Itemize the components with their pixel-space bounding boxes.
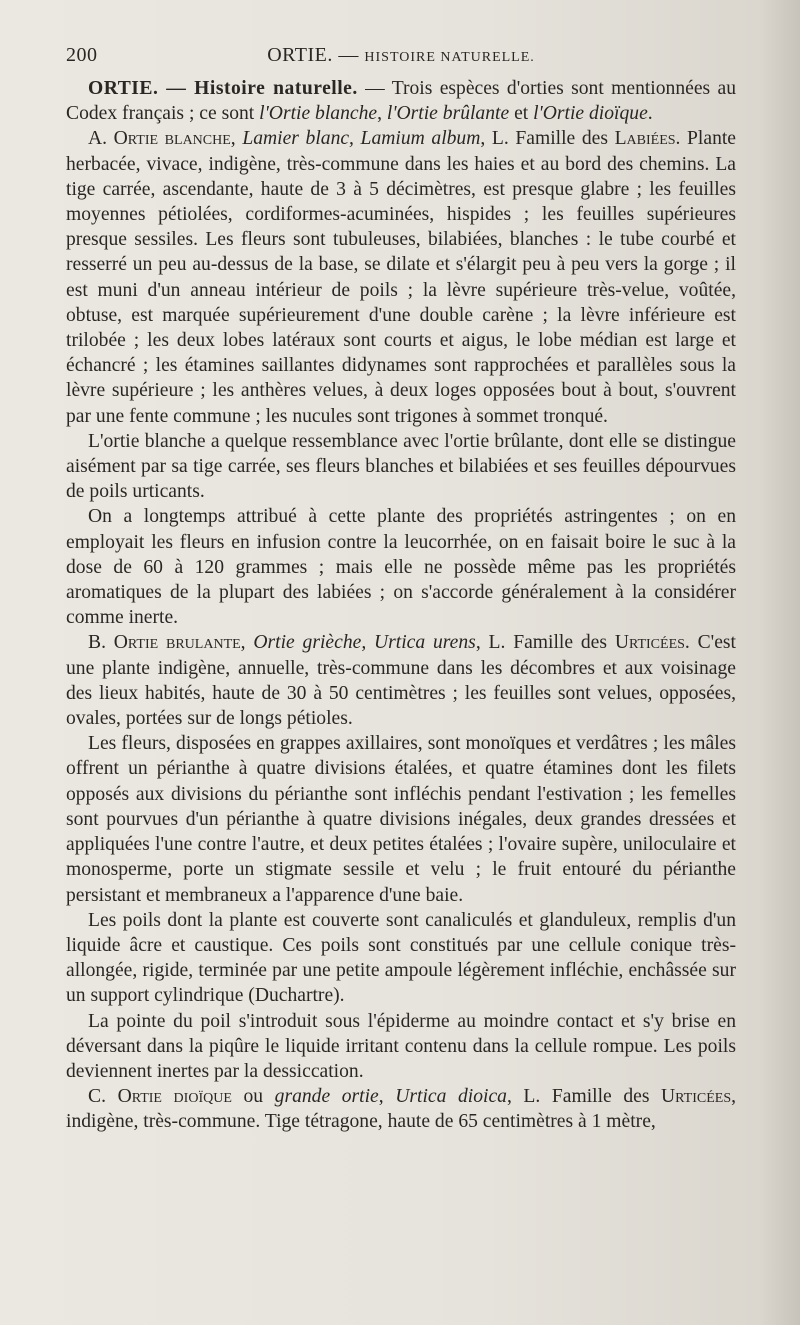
paragraph-b-description <box>66 630 736 731</box>
paragraph-intro <box>66 76 736 126</box>
paragraph-a-properties: On a longtemps attribué à cette plante des propriétés astringentes ; on en employait les fleurs en infusion contre la leucorrhée, on en faisait boire le suc à la dose de 60 à 120 grammes ; mais elle ne possède même pas les propriétés aromatiques de la plupart des labiées ; on s'accorde généralement à la considérer comme inerte. <box>66 506 736 629</box>
text-run: ou <box>231 1086 275 1108</box>
text-run: , indigène, très-commune. Tige tétragone, haute de 65 centimètres à 1 mètre, <box>66 1086 737 1133</box>
running-head <box>66 44 736 67</box>
text-run: , <box>377 103 387 125</box>
text-run: C. <box>88 1086 118 1108</box>
italic-run: l'Ortie dioïque <box>533 103 648 125</box>
page-number: 200 <box>66 44 98 66</box>
italic-run: Urtica dioica <box>395 1086 507 1108</box>
entry-heading: ORTIE. — Histoire naturelle. <box>88 78 358 99</box>
smallcaps-run: Ortie blanche <box>113 128 231 150</box>
text-run: . C'est une plante indigène, annuelle, très-commune dans les décombres et aux voisinage des lieux habités, haute de 30 à 50 centimètres ; les feuilles sont velues, opposées, ovales, portées sur de longs pétioles. <box>66 632 736 730</box>
italic-run: l'Ortie blanche <box>259 103 378 125</box>
running-head-title: ORTIE. <box>267 44 333 66</box>
smallcaps-run: Ortie dioïque <box>117 1086 232 1108</box>
text-run: , <box>240 632 254 654</box>
paragraph-b-hairs: Les poils dont la plante est couverte sont canaliculés et glanduleux, remplis d'un liquide âcre et caustique. Ces poils sont constitués par une cellule conique très-allongée, rigide, terminée par une petite ampoule légèrement infléchie, enchâssée sur un support cylindrique (Duchartre). <box>66 909 736 1007</box>
text-run: , L. Famille des <box>480 128 615 150</box>
text-run: A. <box>88 128 114 150</box>
text-run: B. <box>88 632 114 654</box>
smallcaps-run: Urticées <box>614 632 685 654</box>
italic-run: Lamier blanc, Lamium album <box>242 128 481 150</box>
text-run: , <box>230 128 243 150</box>
text-run: et <box>509 103 534 125</box>
paragraph-b-tip: La pointe du poil s'introduit sous l'épiderme au moindre contact et s'y brise en déversant dans la piqûre le liquide irritant contenu dans la cellule rompue. Les poils deviennent inertes par la dessiccation. <box>66 1010 736 1082</box>
italic-run: grande ortie <box>274 1086 379 1108</box>
italic-run: Ortie grièche, Urtica urens <box>253 632 476 654</box>
paragraph-b-flowers: Les fleurs, disposées en grappes axillaires, sont monoïques et verdâtres ; les mâles offrent un périanthe à quatre divisions étalées, et quatre étamines dont les filets opposés aux divisions du périanthe sont infléchis pendant l'estivation ; les femelles sont pourvues d'un périanthe à quatre divisions inégales, deux grandes dressées et appliquées l'une contre l'autre, et deux petites étalées ; l'ovaire supère, uniloculaire et monosperme, porte un stigmate sessile et velu ; le fruit entouré du périanthe persistant et membraneux a l'apparence d'une baie. <box>66 733 736 906</box>
italic-run: l'Ortie brûlante <box>386 103 510 125</box>
paragraph-c-description <box>66 1084 736 1134</box>
page-edge-shadow <box>760 0 800 1325</box>
text-run: , L. Famille des <box>506 1086 662 1108</box>
text-run: . Plante herbacée, vivace, indigène, très-commune dans les haies et au bord des chemins. La tige carrée, ascendante, haute de 3 à 5 décimètres, est presque glabre ; les feuilles moyennes pétiolées, cordiformes-acuminées, hispides ; les feuilles supérieures presque sessiles. Les fleurs sont tubuleuses, bilabiées, blanches : le tube courbé et resserré un peu au-dessus de la base, se dilate et s'élargit peu à peu vers la gorge ; il est muni d'un anneau intérieur de poils ; la lèvre supérieure très-velue, voûtée, obtuse, est marquée supérieurement d'une double carène ; la lèvre inférieure est trilobée ; les deux lobes latéraux sont courts et aigus, le lobe médian est large et échancré ; les étamines saillantes didynames sont rapprochées et parallèles sous la lèvre supérieure ; les anthères velues, à deux loges opposées bout à bout, s'ouvrent par une fente commune ; les nucules sont trigones à sommet tronqué. <box>66 128 737 427</box>
page-body <box>66 76 736 1135</box>
running-head-subtitle: HISTOIRE NATURELLE. <box>364 50 535 65</box>
text-run: , L. Famille des <box>475 632 615 654</box>
text-run: , <box>378 1086 396 1108</box>
smallcaps-run: Labiées <box>614 128 676 150</box>
paragraph-a-description <box>66 126 736 428</box>
text-run: . <box>647 103 653 125</box>
text-run: — Trois espèces d'orties sont mentionnées au Codex français ; ce sont <box>66 78 737 125</box>
smallcaps-run: Ortie brulante <box>113 632 241 654</box>
smallcaps-run: Urticées <box>661 1086 732 1108</box>
page-header <box>66 44 736 70</box>
running-head-separator: — <box>338 44 359 66</box>
paragraph-a-distinguish: L'ortie blanche a quelque ressemblance avec l'ortie brûlante, dont elle se distingue aisément par sa tige carrée, ses fleurs blanches et bilabiées et ses feuilles dépourvues de poils urticants. <box>66 430 736 503</box>
